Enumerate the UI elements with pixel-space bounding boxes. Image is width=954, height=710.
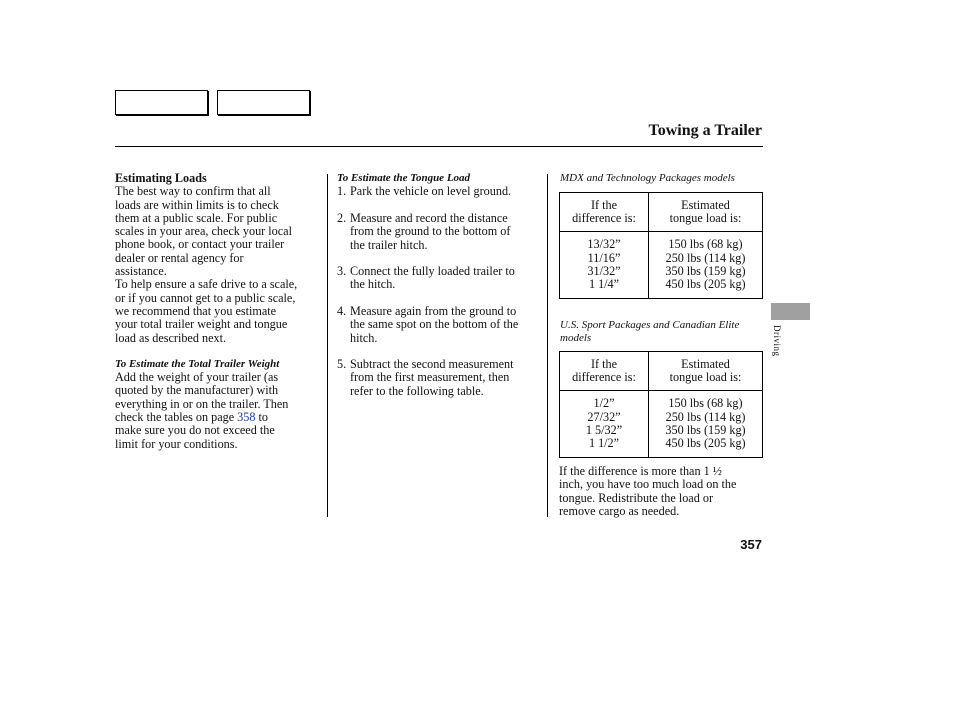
table-cell-value: 1 1/4” bbox=[588, 277, 620, 292]
step-number: 3. bbox=[337, 264, 347, 278]
text-line: inch, you have too much load on the bbox=[559, 477, 737, 492]
nav-button-2[interactable] bbox=[217, 90, 310, 115]
total-weight-subheading: To Estimate the Total Trailer Weight bbox=[115, 357, 280, 370]
header-text: If the bbox=[590, 356, 618, 371]
step-number: 4. bbox=[337, 304, 347, 318]
text-span: to bbox=[255, 410, 268, 425]
step-5 bbox=[337, 358, 577, 398]
text-line: them at a public scale. For public bbox=[115, 210, 278, 225]
page-358-link[interactable]: 358 bbox=[237, 410, 256, 425]
text-line: The best way to confirm that all bbox=[115, 184, 271, 199]
table-cell-value: 450 lbs (205 kg) bbox=[665, 277, 746, 292]
caption-line: U.S. Sport Packages and Canadian Elite bbox=[560, 319, 740, 331]
page-title: Towing a Trailer bbox=[648, 122, 762, 139]
steps-list bbox=[337, 185, 545, 405]
table-header-cell bbox=[560, 193, 649, 232]
text-line: To help ensure a safe drive to a scale, bbox=[115, 277, 298, 292]
step-number: 5. bbox=[337, 357, 347, 371]
step-1 bbox=[337, 185, 577, 198]
step-number: 2. bbox=[337, 211, 347, 225]
text-span: check the tables on page bbox=[115, 410, 238, 425]
para-estimate bbox=[115, 278, 325, 344]
text-line: we recommend that you estimate bbox=[115, 303, 277, 318]
table-header-cell bbox=[649, 352, 763, 391]
step-3 bbox=[337, 265, 577, 292]
text-line: scales in your area, check your local bbox=[115, 224, 292, 239]
text-line: remove cargo as needed. bbox=[559, 503, 680, 518]
table-cell-value: 11/16” bbox=[587, 250, 621, 265]
header-text: tongue load is: bbox=[669, 370, 742, 384]
caption-line: models bbox=[560, 332, 592, 344]
side-tab-label: Driving bbox=[772, 325, 782, 357]
text-line: assistance. bbox=[115, 264, 167, 279]
tongue-load-table-mdx bbox=[559, 192, 763, 299]
estimating-loads-heading: Estimating Loads bbox=[115, 171, 207, 185]
para-total-weight bbox=[115, 371, 325, 451]
text-line: everything in or on the trailer. Then bbox=[115, 396, 289, 411]
header-text: If the bbox=[590, 197, 618, 212]
table-cell-value: 350 lbs (159 kg) bbox=[665, 264, 746, 278]
text-line: Add the weight of your trailer (as bbox=[115, 370, 279, 385]
table-cell-value: 250 lbs (114 kg) bbox=[665, 250, 746, 265]
step-text: Measure and record the distance bbox=[350, 211, 508, 225]
table-cell-value: 31/32” bbox=[587, 264, 621, 278]
step-text: Subtract the second measurement bbox=[350, 357, 514, 371]
table-cell-value: 1/2” bbox=[593, 396, 615, 411]
text-line: or if you cannot get to a public scale, bbox=[115, 290, 296, 305]
tongue-load-subheading: To Estimate the Tongue Load bbox=[337, 172, 471, 184]
table2-caption bbox=[560, 319, 770, 345]
tongue-load-table-sport bbox=[559, 351, 763, 458]
table-header-cell bbox=[649, 193, 763, 232]
para-public-scale bbox=[115, 185, 325, 278]
step-text: Measure again from the ground to bbox=[350, 304, 517, 318]
text-line: load as described next. bbox=[115, 330, 227, 345]
step-text: hitch. bbox=[350, 330, 378, 345]
step-text: from the ground to the bottom of bbox=[350, 224, 511, 239]
step-text: refer to the following table. bbox=[350, 383, 484, 398]
step-text: the hitch. bbox=[350, 277, 396, 292]
page-number: 357 bbox=[740, 537, 762, 552]
text-line: quoted by the manufacturer) with bbox=[115, 383, 279, 398]
table-cell-value: 1 1/2” bbox=[588, 436, 620, 451]
step-text: the trailer hitch. bbox=[350, 237, 428, 252]
header-text: Estimated bbox=[681, 356, 730, 371]
text-line: your total trailer weight and tongue bbox=[115, 317, 288, 332]
differences-cell bbox=[560, 232, 649, 299]
text-line: phone book, or contact your trailer bbox=[115, 237, 285, 252]
text-line: tongue. Redistribute the load or bbox=[559, 490, 714, 505]
table-cell-value: 350 lbs (159 kg) bbox=[665, 423, 746, 437]
text-line: make sure you do not exceed the bbox=[115, 423, 275, 438]
text-line: limit for your conditions. bbox=[115, 436, 238, 451]
header-rule bbox=[115, 146, 763, 147]
nav-button-1[interactable] bbox=[115, 90, 208, 115]
table-cell-value: 27/32” bbox=[587, 409, 621, 424]
column-1 bbox=[115, 172, 325, 451]
text-line: If the difference is more than 1 ½ bbox=[559, 464, 722, 478]
header-text: difference is: bbox=[572, 370, 636, 384]
loads-cell bbox=[649, 391, 763, 458]
header-text: difference is: bbox=[572, 211, 636, 225]
table-header-cell bbox=[560, 352, 649, 391]
header-text: Estimated bbox=[681, 197, 730, 212]
header-text: tongue load is: bbox=[669, 211, 742, 225]
table-cell-value: 150 lbs (68 kg) bbox=[668, 396, 743, 411]
text-line: loads are within limits is to check bbox=[115, 197, 279, 212]
side-tab[interactable] bbox=[771, 303, 810, 320]
step-number: 1. bbox=[337, 184, 347, 198]
column-divider-1 bbox=[327, 174, 328, 517]
step-4 bbox=[337, 305, 577, 345]
step-2 bbox=[337, 212, 577, 252]
table1-caption: MDX and Technology Packages models bbox=[560, 172, 735, 184]
step-text: Connect the fully loaded trailer to bbox=[350, 264, 515, 278]
table-cell-value: 250 lbs (114 kg) bbox=[665, 409, 746, 424]
text-line-with-link bbox=[115, 411, 325, 424]
step-text: the same spot on the bottom of the bbox=[350, 317, 519, 332]
step-text: Park the vehicle on level ground. bbox=[350, 184, 512, 198]
overload-note bbox=[559, 465, 769, 518]
table-cell-value: 1 5/32” bbox=[585, 423, 623, 437]
differences-cell bbox=[560, 391, 649, 458]
table-cell-value: 13/32” bbox=[587, 237, 621, 252]
text-line: dealer or rental agency for bbox=[115, 250, 244, 265]
table-cell-value: 450 lbs (205 kg) bbox=[665, 436, 746, 451]
table-cell-value: 150 lbs (68 kg) bbox=[668, 237, 743, 252]
loads-cell bbox=[649, 232, 763, 299]
step-text: from the first measurement, then bbox=[350, 370, 510, 385]
